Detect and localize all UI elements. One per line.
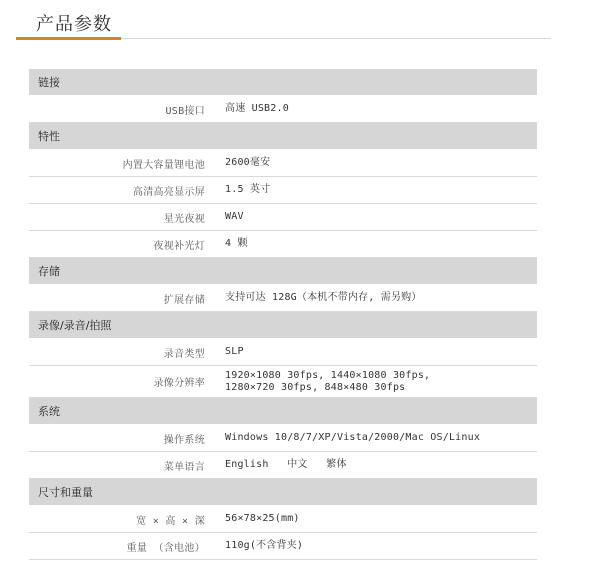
spec-value: 支持可达 128G（本机不带内存, 需另购） [225,292,422,303]
spec-row-os [29,425,537,452]
spec-value: 4 颗 [225,238,248,249]
spec-label: 夜视补光灯 [153,240,205,252]
spec-label: 重量 （含电池） [126,542,205,554]
spec-value-line: 1280×720 30fps, 848×480 30fps [225,381,406,393]
spec-value: 高速 USB2.0 [225,103,289,114]
spec-value: 1.5 英寸 [225,184,271,195]
spec-label: 菜单语言 [163,461,205,473]
section-storage: 存储 [29,258,537,285]
spec-value: 2600毫安 [225,157,271,168]
spec-label: 高清高亮显示屏 [132,186,205,198]
section-connectivity: 链接 [29,69,537,96]
spec-row-expandable-storage [29,285,537,312]
spec-row-dimensions [29,506,537,533]
spec-value: WAV [225,211,244,222]
spec-row-battery [29,150,537,177]
spec-row-video-resolution [29,366,537,398]
spec-label: 宽 × 高 × 深 [136,515,205,527]
spec-row-usb [29,96,537,123]
spec-row-night-vision [29,204,537,231]
spec-value: 56×78×25(mm) [225,513,300,524]
spec-table [29,69,537,560]
spec-row-menu-language [29,452,537,479]
spec-value-line: 1920×1080 30fps, 1440×1080 30fps, [225,369,431,381]
section-system: 系统 [29,398,537,425]
spec-label: 操作系统 [163,434,205,446]
spec-label: USB接口 [165,105,205,117]
spec-label: 录音类型 [163,348,205,360]
spec-row-fill-light [29,231,537,258]
spec-row-audio-type [29,339,537,366]
section-size-weight: 尺寸和重量 [29,479,537,506]
header-accent-bar [16,37,121,40]
spec-label: 录像分辨率 [153,378,205,389]
spec-label: 扩展存储 [163,294,205,306]
spec-value: 110g(不含背夹) [225,540,304,551]
section-recording: 录像/录音/拍照 [29,312,537,339]
spec-value: Windows 10/8/7/XP/Vista/2000/Mac OS/Linux [225,432,481,443]
spec-row-weight [29,533,537,560]
page-header [16,0,551,42]
spec-row-display [29,177,537,204]
spec-value: SLP [225,346,244,357]
spec-value: English 中文 繁体 [225,459,347,470]
spec-label: 星光夜视 [163,213,205,225]
spec-value [225,370,537,394]
spec-label: 内置大容量锂电池 [122,159,205,171]
page-title: 产品参数 [36,14,112,35]
section-features: 特性 [29,123,537,150]
